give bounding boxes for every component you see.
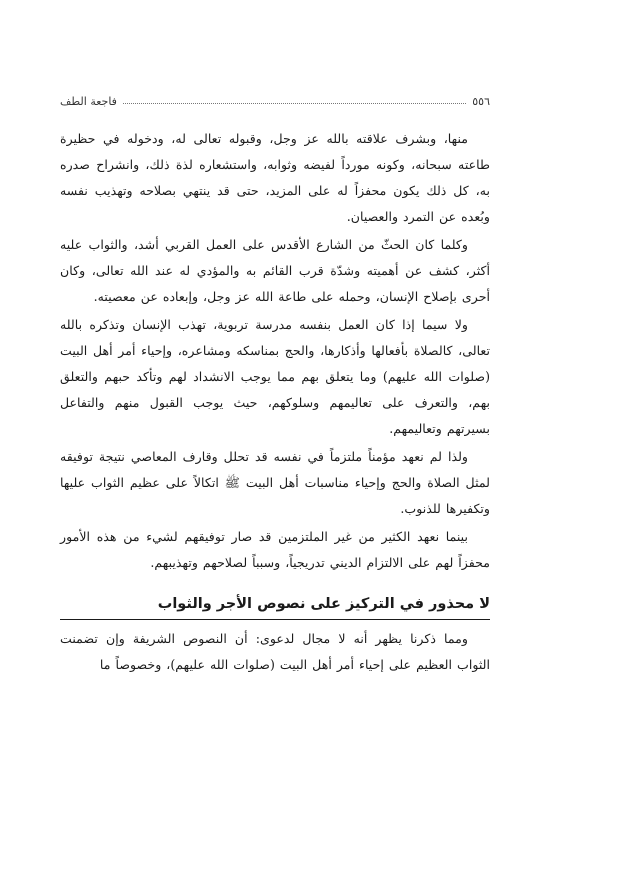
page-number: ٥٥٦ <box>472 94 490 108</box>
paragraph: ولذا لم نعهد مؤمناً ملتزماً في نفسه قد تحلل وقارف المعاصي نتيجة توفيقه لمثل الصلاة والحج وإحياء مناسبات أهل البيت ﷺ اتكالاً على عظيم الثواب عليها وتكفيرها للذنوب. <box>60 449 490 516</box>
book-title: فاجعة الطف <box>60 94 117 108</box>
paragraph: ولا سيما إذا كان العمل بنفسه مدرسة تربوية، تهذب الإنسان وتذكره بالله تعالى، كالصلاة بأفعالها وأذكارها، والحج بمناسكه ومشاعره، وإحياء أمر أهل البيت (صلوات الله عليهم) وما يتعلق بهم مما يوجب الانشداد لهم وتأكد حبهم والتعلق بهم، والتعرف على تعاليمهم وسلوكهم، حيث يوجب القبول منهم والتفاعل بسيرتهم وتعاليمهم. <box>60 317 490 436</box>
dotted-leader <box>123 103 466 104</box>
section-heading: لا محذور في التركيز على نصوص الأجر والثواب <box>60 592 490 620</box>
body-text <box>60 126 490 680</box>
running-header <box>60 93 490 109</box>
paragraph: منها، وبشرف علاقته بالله عز وجل، وقبوله تعالى له، ودخوله في حظيرة طاعته سبحانه، وكونه مورداً لفيضه وثوابه، واستشعاره لذة ذلك، وانشراح صدره به، كل ذلك يكون محفزاً له على المزيد، حتى قد ينتهي بصلاحه وتهذيب نفسه وبُعده عن التمرد والعصيان. <box>60 131 490 224</box>
section-paragraph: ومما ذكرنا يظهر أنه لا مجال لدعوى: أن النصوص الشريفة وإن تضمنت الثواب العظيم على إحياء أمر أهل البيت (صلوات الله عليهم)، وخصوصاً ما <box>60 631 490 672</box>
paragraph: وكلما كان الحثّ من الشارع الأقدس على العمل القربي أشد، والثواب عليه أكثر، كشف عن أهميته وشدّة قرب القائم به والمؤدي له عند الله تعالى، وكان أحرى بإصلاح الإنسان، وحمله على طاعة الله عز وجل، وإبعاده عن معصيته. <box>60 237 490 304</box>
paragraph: بينما نعهد الكثير من غير الملتزمين قد صار توفيقهم لشيء من هذه الأمور محفزاً لهم على الالتزام الديني تدريجياً، وسبباً لصلاحهم وتهذيبهم. <box>60 529 490 570</box>
